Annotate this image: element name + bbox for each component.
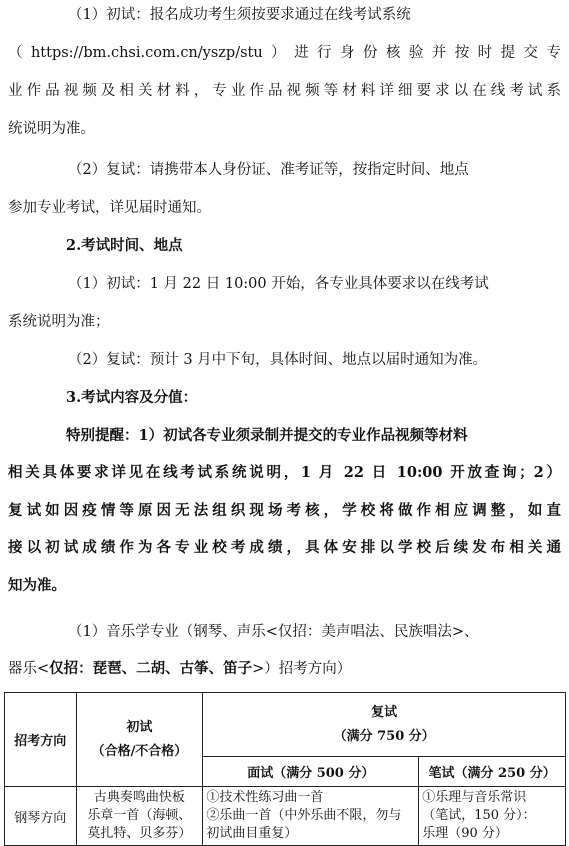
heading-exam-content: 3.考试内容及分值： bbox=[66, 389, 198, 406]
para-initial-line3: 业作品视频及相关材料，专业作品视频等材料详细要求以在线考试系 bbox=[8, 83, 561, 99]
header-direction: 招考方向 bbox=[5, 693, 77, 787]
music-major-line1: （1）音乐学专业（钢琴、声乐<仅招：美声唱法、民族唱法>、 bbox=[68, 624, 479, 640]
cell-direction: 钢琴方向 bbox=[5, 787, 77, 846]
para-retest-line2: 参加专业考试，详见届时通知。 bbox=[8, 200, 211, 216]
notice-line3: 复试如因疫情等原因无法组织现场考核，学校将做作相应调整，如直 bbox=[8, 502, 561, 519]
cell-interview: ①技术性练习曲一首 ②乐曲一首（中外乐曲不限，勿与 初试曲目重复） bbox=[203, 787, 419, 846]
para-initial-line2: （https://bm.chsi.com.cn/yszp/stu）进行身份核验并按时提交专 bbox=[8, 45, 561, 61]
para-time-initial-line2: 系统说明为准； bbox=[8, 314, 110, 330]
music-major-line2: 器乐<仅招：琵琶、二胡、古筝、笛子>）招考方向） bbox=[8, 660, 352, 677]
para-initial-line4: 统说明为准。 bbox=[8, 121, 95, 137]
header-initial: 初试 （合格/不合格） bbox=[76, 693, 203, 787]
notice-line5: 知为准。 bbox=[8, 577, 66, 594]
table-row bbox=[5, 787, 566, 846]
heading-exam-time-place: 2.考试时间、地点 bbox=[66, 237, 183, 254]
para-retest-line1: （2）复试：请携带本人身份证、准考证等，按指定时间、地点 bbox=[68, 162, 469, 178]
exam-content-table bbox=[4, 692, 566, 846]
para-time-retest: （2）复试：预计 3 月中下旬，具体时间、地点以届时通知为准。 bbox=[68, 352, 488, 368]
notice-line1: 特别提醒：1）初试各专业须录制并提交的专业作品视频等材料 bbox=[66, 427, 468, 444]
header-written: 笔试（满分 250 分） bbox=[419, 757, 566, 787]
cell-written: ①乐理与音乐常识 （笔试，150 分）： 乐理（90 分） bbox=[419, 787, 566, 846]
cell-initial: 古典奏鸣曲快板 乐章一首（海顿、 莫扎特、贝多芬） bbox=[76, 787, 203, 846]
header-interview: 面试（满分 500 分） bbox=[203, 757, 419, 787]
header-retest: 复试 （满分 750 分） bbox=[203, 693, 566, 757]
para-initial-line1: （1）初试：报名成功考生须按要求通过在线考试系统 bbox=[68, 7, 411, 23]
para-time-initial-line1: （1）初试：1 月 22 日 10:00 开始，各专业具体要求以在线考试 bbox=[68, 276, 489, 292]
notice-line4: 接以初试成绩作为各专业校考成绩，具体安排以学校后续发布相关通 bbox=[8, 539, 561, 556]
notice-line2: 相关具体要求详见在线考试系统说明，1 月 22 日 10:00 开放查询；2） bbox=[8, 464, 561, 481]
